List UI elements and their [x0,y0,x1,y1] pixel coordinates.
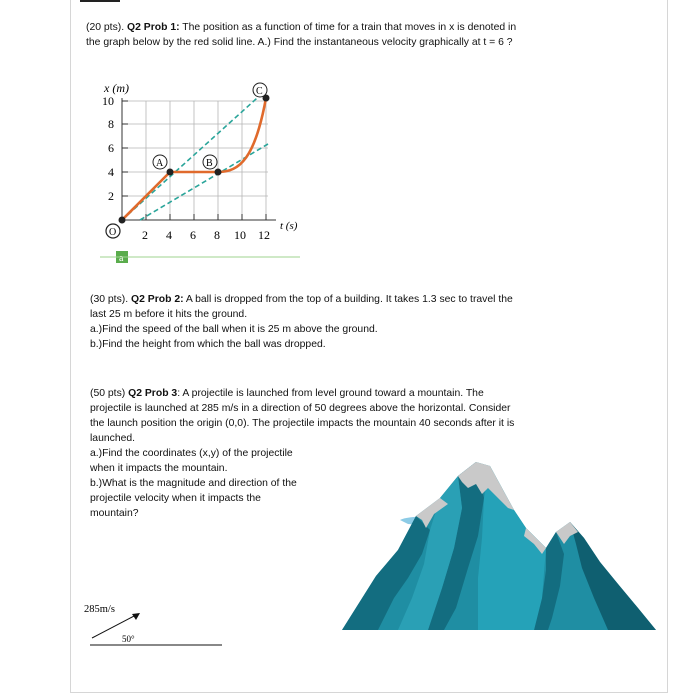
problem-3-text-line4: launched. [90,433,136,444]
point-o [119,217,126,224]
launch-angle-label: 50° [122,634,135,644]
problem-1-points: (20 pts). [86,22,125,33]
problem-2-label: Q2 Prob 2: [131,294,184,305]
problem-2-part-a: a.)Find the speed of the ball when it is 25 m above the ground. [90,324,378,335]
x-tick-label: 6 [190,228,196,242]
problem-1-label: Q2 Prob 1: [127,22,180,33]
x-axis-label: t (s) [280,220,298,232]
y-tick-label: 6 [108,141,114,155]
problem-2-text-line2: last 25 m before it hits the ground. [90,309,248,320]
y-axis-label: x (m) [104,81,129,95]
y-tick-label: 4 [108,165,114,179]
point-label-c: C [256,86,263,97]
top-rule [80,0,120,2]
problem-3-text-line1: : A projectile is launched from level ground toward a mountain. The [177,388,484,399]
point-label-o: O [109,227,117,238]
position-time-graph [80,78,310,268]
figure-badge-label: a [119,253,124,264]
point-label-a: A [156,158,164,169]
y-tick-label: 10 [102,94,114,108]
problem-3-part-a-line1: a.)Find the coordinates (x,y) of the projectile [90,448,293,459]
label-a-circle [153,155,167,169]
problem-2-part-b: b.)Find the height from which the ball was dropped. [90,339,326,350]
launch-diagram [82,596,227,656]
problem-3-text-line3: the launch position the origin (0,0). The projectile impacts the mountain 40 seconds after it is [90,418,515,429]
problem-3-points: (50 pts) [90,388,126,399]
problem-3-label: Q2 Prob 3 [128,388,178,399]
problem-2-text-line1: A ball is dropped from the top of a building. It takes 1.3 sec to travel the [183,294,513,305]
x-tick-label: 12 [258,228,270,242]
label-o-circle [106,224,120,238]
problem-3-part-b-line2: projectile velocity when it impacts the [90,493,261,504]
mountain-illustration [338,458,660,638]
point-b [215,169,222,176]
problem-1-text [86,20,516,50]
problem-2-points: (30 pts). [90,294,129,305]
problem-3-part-b-line3: mountain? [90,508,139,519]
problem-3-part-b-line1: b.)What is the magnitude and direction of the [90,478,297,489]
mountain-highlight-right [478,466,546,630]
y-tick-label: 8 [108,117,114,131]
graph-grid [122,101,268,220]
label-b-circle [203,155,217,169]
x-tick-label: 8 [214,228,220,242]
x-tick-label: 4 [166,228,172,242]
point-label-b: B [206,158,213,169]
y-tick-label: 2 [108,189,114,203]
launch-speed-label: 285m/s [84,604,115,615]
problem-2-text [90,292,513,352]
x-tick-label: 2 [142,228,148,242]
problem-3-text-line2: projectile is launched at 285 m/s in a direction of 50 degrees above the horizontal. Consider [90,403,511,414]
point-a [167,169,174,176]
label-c-circle [253,83,267,97]
problem-1-text-line2: the graph below by the red solid line. A.) Find the instantaneous velocity graphically at t = 6 ? [86,37,513,48]
problem-3-part-a-line2: when it impacts the mountain. [90,463,228,474]
problem-1-text-line1: The position as a function of time for a train that moves in x is denoted in [179,22,517,33]
x-tick-label: 10 [234,228,246,242]
